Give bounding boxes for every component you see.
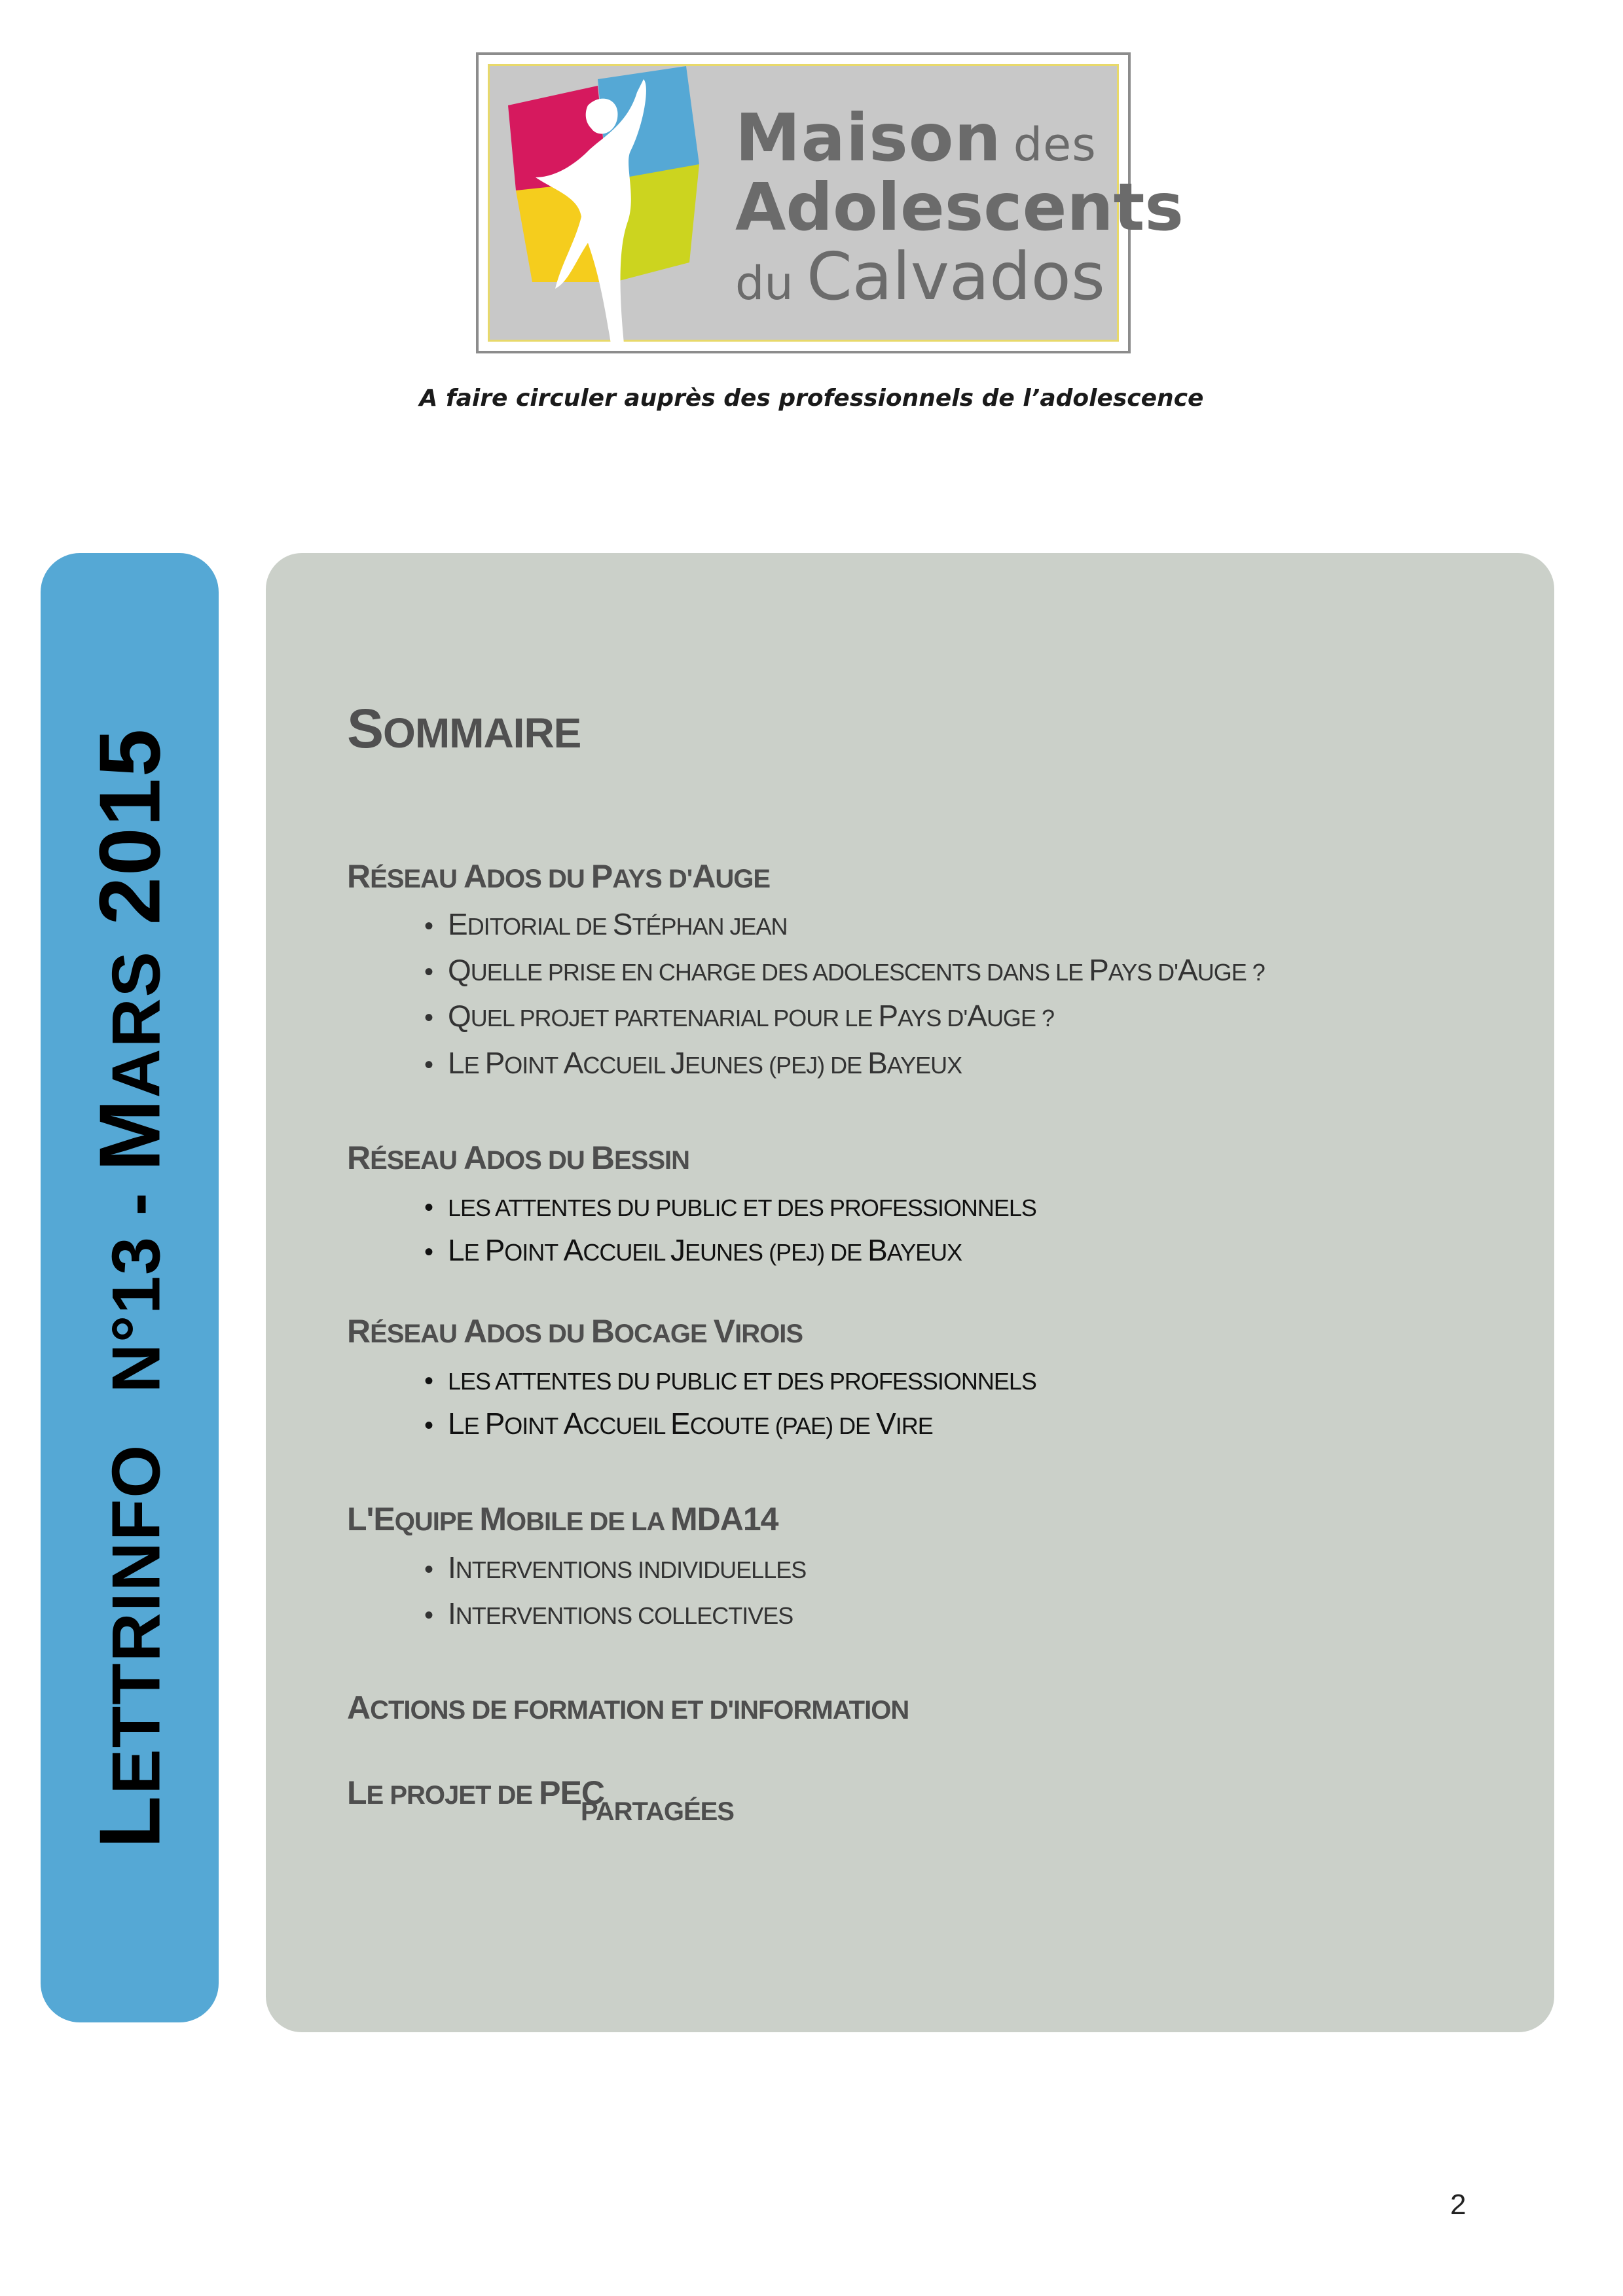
title-lettrinfo-rest: ETTRINFO	[98, 1443, 175, 1795]
summary-item-part: OINT	[504, 1412, 564, 1439]
summary-item-part: DITORIAL DE	[467, 913, 613, 940]
section-heading-part: B	[591, 1313, 614, 1350]
section-heading-part: M	[479, 1501, 507, 1537]
bullet-icon: •	[424, 958, 433, 986]
summary-item-part: OINT	[504, 1052, 564, 1079]
summary-item-part: EUNES (PEJ) DE	[685, 1052, 868, 1079]
summary-item-part: CCUEIL	[583, 1239, 671, 1266]
section-heading-part: R	[347, 1313, 371, 1350]
logo-word-adolescents: Adolescents	[735, 169, 1184, 245]
newsletter-issue-title	[81, 728, 179, 1849]
summary-item-part: UGE ?	[1197, 959, 1265, 986]
section-heading	[347, 857, 770, 895]
section-heading-part: A	[692, 858, 716, 895]
summary-item-part: B	[867, 1233, 887, 1267]
summary-item-part: P	[484, 1046, 505, 1080]
title-cap-l: L	[81, 1794, 178, 1849]
summary-item-part: AYS D'	[898, 1005, 968, 1031]
summary-heading	[347, 697, 581, 761]
section-heading-part: INFORMATION	[733, 1696, 909, 1725]
summary-item-part: B	[867, 1046, 887, 1080]
section-heading-part: R	[347, 858, 371, 895]
summary-item-part: UGE ?	[986, 1005, 1054, 1031]
summary-item	[424, 1361, 1036, 1397]
summary-item-part: L	[448, 1046, 464, 1080]
section-heading-part: AYS D'	[612, 865, 693, 893]
summary-heading-cap: S	[347, 698, 384, 759]
section-heading-part: A	[464, 1139, 487, 1176]
bullet-icon: •	[424, 1555, 433, 1584]
logo-figure-icon	[490, 66, 706, 344]
summary-item-part: E	[464, 1412, 485, 1439]
summary-item-part: CCUEIL	[583, 1052, 671, 1079]
logo-word-calvados: Calvados	[806, 238, 1105, 315]
summary-item	[424, 952, 1265, 988]
summary-item-part: A	[563, 1046, 583, 1080]
title-issue-number: N°13 -	[98, 1171, 175, 1393]
summary-item-part: L	[448, 1407, 464, 1441]
page-number: 2	[1450, 2189, 1467, 2221]
section-heading-part: PEC	[539, 1774, 604, 1811]
logo	[476, 52, 1184, 353]
summary-item-part: COUTE (PAE) DE	[689, 1412, 877, 1439]
section-heading-part: ÉSEAU	[370, 865, 464, 893]
section-heading-part: DOS DU	[486, 1146, 591, 1175]
summary-item	[424, 1550, 806, 1585]
summary-item-part: I	[448, 1596, 456, 1630]
summary-item-part: Q	[448, 999, 471, 1033]
logo-wordmark	[735, 99, 1184, 315]
bullet-icon: •	[424, 1050, 433, 1079]
summary-item	[424, 1232, 962, 1268]
logo-word-des: des	[1013, 118, 1097, 171]
section-heading-part: B	[591, 1139, 614, 1176]
summary-item-part: V	[876, 1407, 896, 1441]
section-heading-part: UGE	[715, 865, 771, 893]
summary-item-part: NTERVENTIONS COLLECTIVES	[455, 1602, 793, 1629]
section-heading	[347, 1689, 909, 1727]
title-cap-m: M	[81, 1098, 178, 1172]
bullet-icon: •	[424, 912, 433, 941]
summary-item-part: AYEUX	[886, 1239, 962, 1266]
summary-item-part: P	[484, 1233, 505, 1267]
summary-item	[424, 1406, 933, 1441]
summary-item-part: AYEUX	[886, 1052, 962, 1079]
summary-item-part: EUNES (PEJ) DE	[685, 1239, 868, 1266]
summary-item-part: A	[967, 999, 987, 1033]
logo-background	[488, 64, 1184, 342]
summary-item-part: E	[464, 1052, 485, 1079]
summary-item-part: A	[1178, 953, 1197, 987]
title-year: 2015	[81, 727, 178, 951]
section-heading	[347, 1500, 778, 1538]
summary-item	[424, 1045, 962, 1081]
tagline: A faire circuler auprès des professionnels de l’adolescence	[419, 385, 1204, 412]
bullet-icon: •	[424, 1367, 433, 1395]
summary-item-part: I	[448, 1551, 456, 1585]
section-heading-part: ESSIN	[613, 1146, 689, 1175]
summary-item-part: IRE	[895, 1412, 933, 1439]
summary-item-part: P	[878, 999, 898, 1033]
summary-item-part: E	[464, 1239, 485, 1266]
summary-item	[424, 1188, 1036, 1223]
summary-item-part: P	[484, 1407, 505, 1441]
section-heading	[347, 1139, 689, 1177]
section-heading-part: P	[591, 858, 613, 895]
summary-item-part: E	[448, 907, 467, 941]
bullet-icon: •	[424, 1003, 433, 1032]
section-heading	[347, 1774, 604, 1812]
summary-item-part: CCUEIL	[583, 1412, 671, 1439]
section-heading-part: DOS DU	[486, 1319, 591, 1348]
summary-item-part: UEL PROJET PARTENARIAL POUR LE	[470, 1005, 879, 1031]
bullet-icon: •	[424, 1193, 433, 1222]
section-heading-part: E PROJET DE	[366, 1781, 539, 1810]
section-heading-part: IROIS	[735, 1319, 803, 1348]
section-heading-part: OBILE DE LA	[506, 1507, 670, 1536]
summary-item-part: A	[563, 1233, 583, 1267]
section-heading-part: ÉSEAU	[370, 1319, 464, 1348]
bullet-icon: •	[424, 1238, 433, 1266]
summary-item	[424, 906, 787, 942]
section-heading-part: A	[347, 1689, 371, 1726]
section-heading-part: A	[464, 858, 487, 895]
summary-item-part: L	[448, 1233, 464, 1267]
summary-item-part: Q	[448, 953, 471, 987]
summary-item-part: P	[1089, 953, 1108, 987]
summary-item-part: TÉPHAN JEAN	[632, 913, 788, 940]
section-heading-part: ÉSEAU	[370, 1146, 464, 1175]
section-heading-part: A	[464, 1313, 487, 1350]
title-month-rest: ARS	[98, 950, 175, 1098]
logo-word-maison: Maison	[735, 99, 1002, 176]
summary-item-part: E	[670, 1407, 690, 1441]
summary-item-part: J	[670, 1046, 685, 1080]
summary-item-part: UELLE PRISE EN CHARGE DES ADOLESCENTS DANS LE	[470, 959, 1089, 986]
summary-item-part: OINT	[504, 1239, 564, 1266]
summary-item-part: J	[670, 1233, 685, 1267]
section-heading-part: QUIPE	[394, 1507, 480, 1536]
summary-item-part: AYS D'	[1108, 959, 1178, 986]
section-heading-part: CTIONS DE FORMATION ET D'	[370, 1696, 733, 1725]
summary-item-part: LES ATTENTES DU PUBLIC ET DES PROFESSIONNELS	[448, 1368, 1036, 1395]
section-heading-part: DOS DU	[486, 865, 591, 893]
summary-item-part: S	[612, 907, 632, 941]
section-heading	[347, 1312, 803, 1350]
section-heading-part: V	[713, 1313, 735, 1350]
bullet-icon: •	[424, 1601, 433, 1630]
pec-subtitle: PARTAGÉES	[581, 1797, 734, 1826]
section-heading-part: L	[347, 1774, 367, 1811]
summary-item-part: LES ATTENTES DU PUBLIC ET DES PROFESSIONNELS	[448, 1194, 1036, 1221]
bullet-icon: •	[424, 1411, 433, 1440]
summary-item-part: A	[563, 1407, 583, 1441]
summary-item-part: NTERVENTIONS INDIVIDUELLES	[455, 1556, 807, 1583]
summary-item	[424, 998, 1054, 1033]
section-heading-part: MDA14	[670, 1501, 778, 1537]
section-heading-part: R	[347, 1139, 371, 1176]
logo-word-du: du	[735, 257, 793, 310]
summary-heading-rest: OMMAIRE	[383, 709, 581, 757]
summary-item	[424, 1596, 793, 1631]
section-heading-part: OCAGE	[613, 1319, 714, 1348]
section-heading-part: L'E	[347, 1501, 395, 1537]
